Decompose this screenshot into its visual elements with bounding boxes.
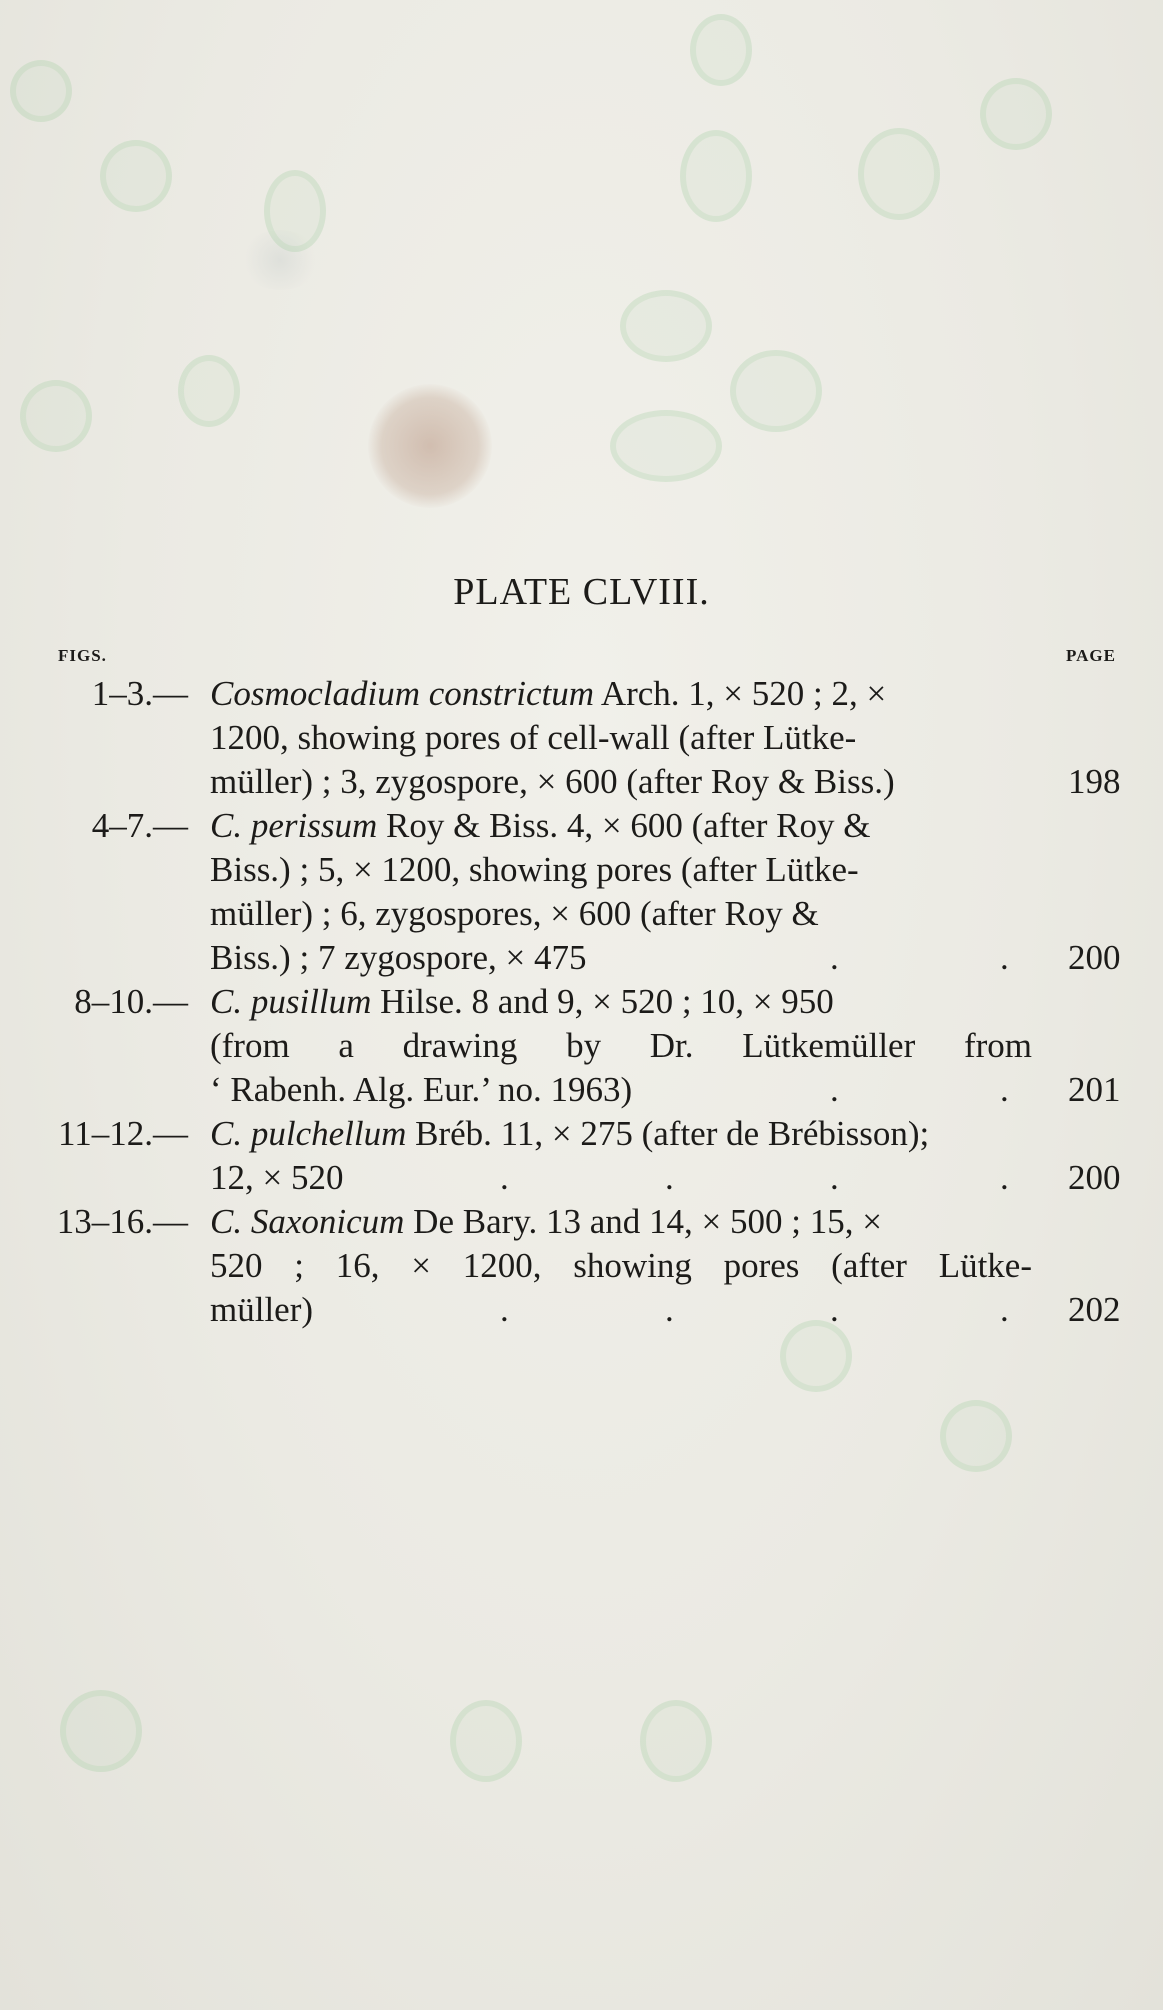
ghost-cell xyxy=(980,78,1052,150)
entry-line xyxy=(0,760,1163,804)
ghost-cell xyxy=(20,380,92,452)
entry-line xyxy=(0,1244,1163,1288)
ghost-cell xyxy=(60,1690,142,1772)
entry-line xyxy=(0,1024,1163,1068)
ghost-cell xyxy=(100,140,172,212)
ghost-cell xyxy=(858,128,940,220)
entry-line xyxy=(0,1156,1163,1200)
entry-text: Biss.) ; 5, × 1200, showing pores (after Lütke- xyxy=(210,850,859,889)
entry-text: (from a drawing by Dr. Lütkemüller from xyxy=(210,1026,1032,1065)
page-number: 202 xyxy=(1068,1290,1121,1329)
figure-numbers: 11–12.— xyxy=(58,1114,188,1153)
page-column-header: PAGE xyxy=(1066,646,1116,665)
figure-list xyxy=(0,672,1163,1332)
entry-text: 1200, showing pores of cell-wall (after Lütke- xyxy=(210,718,857,757)
leader-dot: . xyxy=(1000,1158,1009,1197)
entry-text-tail: müller) xyxy=(210,1290,314,1329)
entry-text-segment: Bréb. 11, × 275 (after de Brébisson); xyxy=(406,1114,930,1153)
page-number: 201 xyxy=(1068,1070,1121,1109)
entry-text-segment: Arch. 1, × 520 ; 2, × xyxy=(594,674,887,713)
entry-line xyxy=(0,936,1163,980)
leader-dot: . xyxy=(500,1290,509,1329)
species-name: C. pusillum xyxy=(210,982,372,1021)
ghost-cell xyxy=(680,130,752,222)
entry-text-tail: ‘ Rabenh. Alg. Eur.’ no. 1963) xyxy=(210,1070,633,1109)
species-name: C. pulchellum xyxy=(210,1114,407,1153)
leader-dot: . xyxy=(1000,1290,1009,1329)
ghost-cell xyxy=(640,1700,712,1782)
entry-text-segment: De Bary. 13 and 14, × 500 ; 15, × xyxy=(404,1202,882,1241)
page-number: 198 xyxy=(1068,762,1121,801)
leader-dot: . xyxy=(665,1158,674,1197)
entry-line xyxy=(0,1068,1163,1112)
figure-entry xyxy=(0,804,1163,980)
leader-dot: . xyxy=(1000,938,1009,977)
entry-text: müller) ; 6, zygospores, × 600 (after Roy & xyxy=(210,894,819,933)
figure-numbers: 4–7.— xyxy=(91,806,188,845)
entry-text-tail: 12, × 520 xyxy=(210,1158,344,1197)
entry-line xyxy=(0,804,1163,848)
entry-line xyxy=(0,716,1163,760)
entry-text-segment: Roy & Biss. 4, × 600 (after Roy & xyxy=(377,806,871,845)
entry-line xyxy=(0,1288,1163,1332)
entry-text xyxy=(210,804,1032,848)
entry-line xyxy=(0,1200,1163,1244)
entry-line xyxy=(0,672,1163,716)
entry-text: müller) ; 3, zygospore, × 600 (after Roy & Biss.) xyxy=(210,762,895,801)
entry-text-tail: Biss.) ; 7 zygospore, × 475 xyxy=(210,938,587,977)
brown-stain xyxy=(368,384,492,508)
entry-text: 520 ; 16, × 1200, showing pores (after Lütke- xyxy=(210,1246,1032,1285)
plate-title: PLATE CLVIII. xyxy=(453,571,710,613)
leader-dot: . xyxy=(830,1290,839,1329)
ghost-cell xyxy=(730,350,822,432)
page-number: 200 xyxy=(1068,1158,1121,1197)
ghost-cell xyxy=(940,1400,1012,1472)
leader-dot: . xyxy=(830,938,839,977)
ghost-cell xyxy=(610,410,722,482)
leader-dot: . xyxy=(830,1070,839,1109)
entry-text xyxy=(210,672,1032,716)
figure-entry xyxy=(0,672,1163,804)
species-name: Cosmocladium constrictum xyxy=(210,674,595,713)
entry-line xyxy=(0,892,1163,936)
figure-entry xyxy=(0,980,1163,1112)
entry-text xyxy=(210,1112,1032,1156)
entry-line xyxy=(0,980,1163,1024)
leader-dot: . xyxy=(1000,1070,1009,1109)
species-name: C. Saxonicum xyxy=(210,1202,405,1241)
ghost-cell xyxy=(690,14,752,86)
ghost-cell xyxy=(264,170,326,252)
entry-text xyxy=(210,980,1032,1024)
figure-entry xyxy=(0,1112,1163,1200)
figure-numbers: 8–10.— xyxy=(74,982,188,1021)
leader-dot: . xyxy=(830,1158,839,1197)
leader-dot: . xyxy=(500,1158,509,1197)
entry-text-segment: Hilse. 8 and 9, × 520 ; 10, × 950 xyxy=(371,982,834,1021)
page-number: 200 xyxy=(1068,938,1121,977)
ghost-cell xyxy=(620,290,712,362)
species-name: C. perissum xyxy=(210,806,378,845)
ghost-cell xyxy=(10,60,72,122)
figure-numbers: 13–16.— xyxy=(56,1202,188,1241)
entry-line xyxy=(0,848,1163,892)
ghost-cell xyxy=(178,355,240,427)
leader-dot: . xyxy=(665,1290,674,1329)
figs-column-header: FIGS. xyxy=(58,646,107,665)
ghost-cell xyxy=(450,1700,522,1782)
figure-numbers: 1–3.— xyxy=(91,674,188,713)
figure-entry xyxy=(0,1200,1163,1332)
entry-text xyxy=(210,1200,1032,1244)
entry-line xyxy=(0,1112,1163,1156)
